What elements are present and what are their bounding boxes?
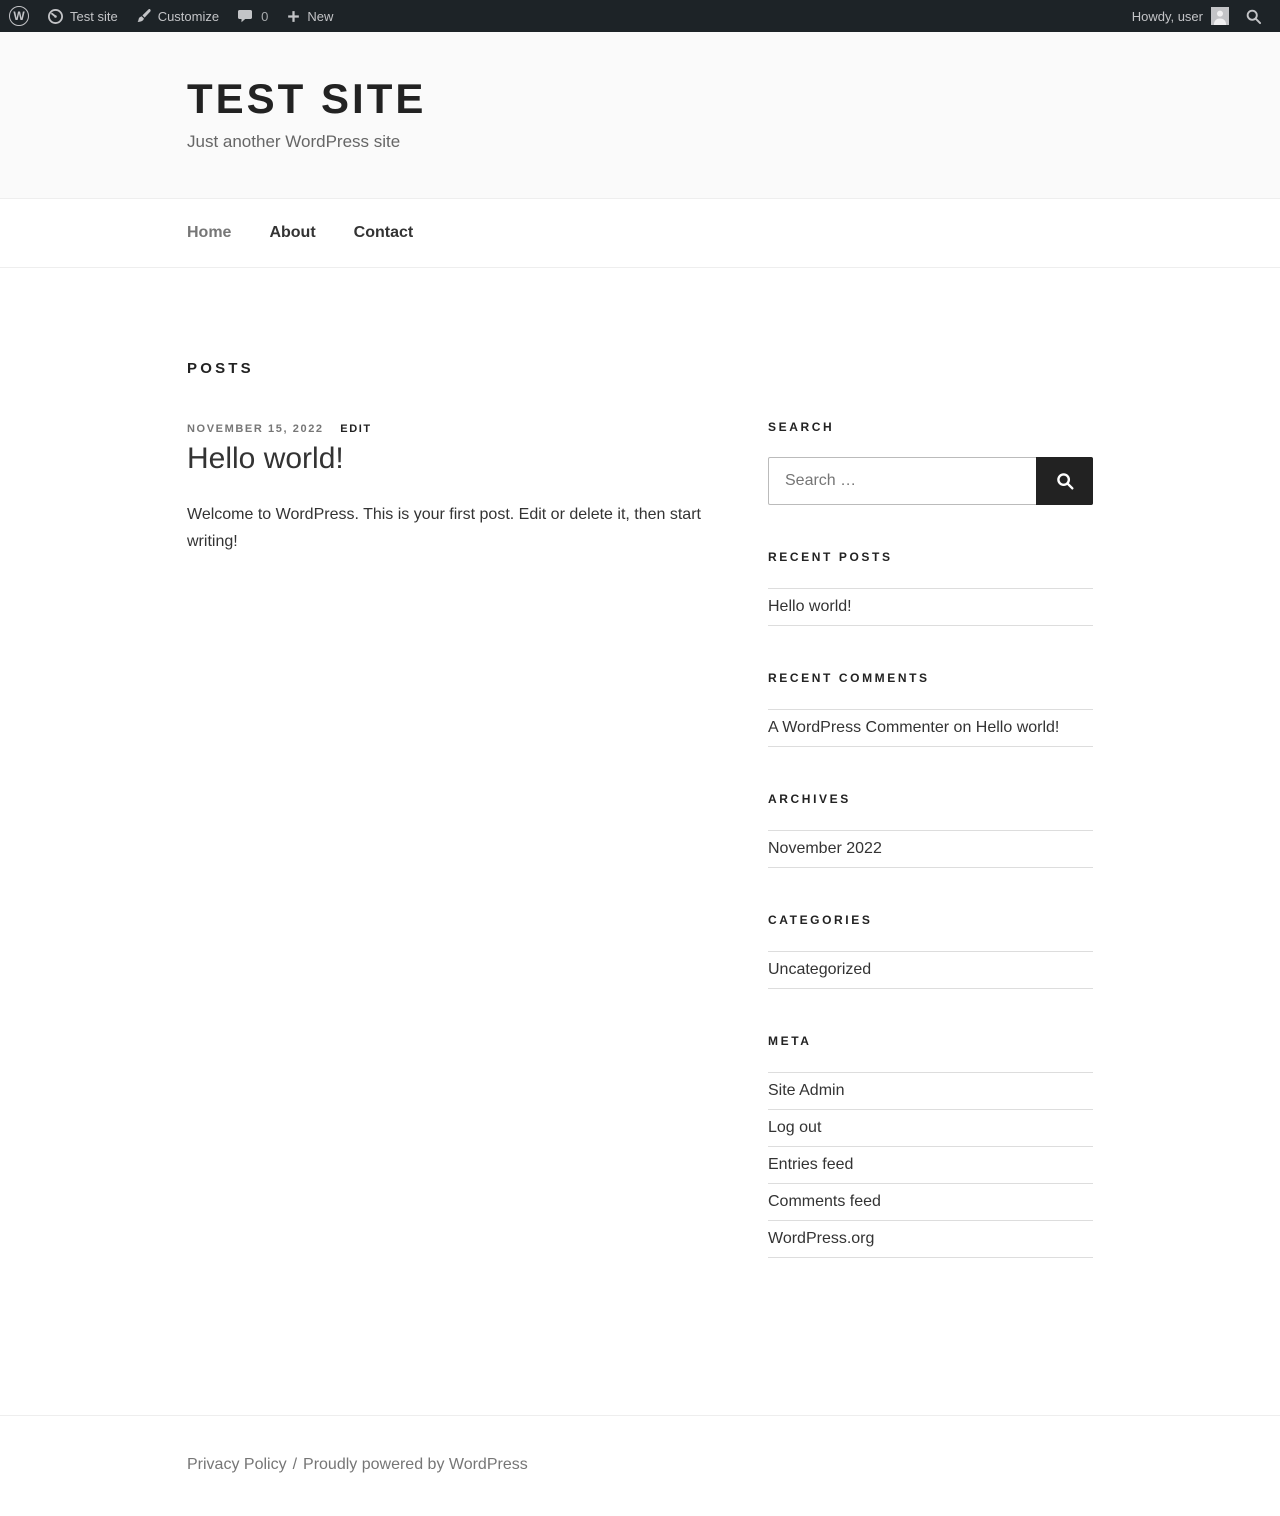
archive-item — [768, 831, 1093, 868]
main-column — [187, 360, 722, 1303]
recent-comment-item — [768, 710, 1093, 747]
archives-widget — [768, 792, 1093, 868]
gauge-icon — [47, 8, 64, 25]
post-article — [187, 423, 722, 555]
search-widget-title: SEARCH — [768, 420, 835, 434]
post-edit-link[interactable]: EDIT — [340, 423, 372, 435]
category-link[interactable]: Uncategorized — [768, 961, 872, 978]
account-menu[interactable] — [1124, 7, 1237, 25]
nav-item-home — [187, 224, 231, 242]
site-footer — [0, 1415, 1280, 1516]
site-header — [0, 32, 1280, 198]
search-icon — [1245, 8, 1262, 25]
new-label: New — [307, 8, 334, 24]
comment-post-link[interactable]: Hello world! — [975, 719, 1060, 736]
nav-link-contact[interactable]: Contact — [353, 224, 414, 241]
plus-icon — [286, 9, 301, 24]
nav-item-contact — [354, 224, 414, 242]
sidebar — [768, 420, 1093, 1303]
new-menu[interactable] — [277, 0, 342, 32]
meta-item — [768, 1184, 1093, 1221]
wordpress-logo-icon: W — [9, 6, 29, 26]
nav-item-about — [269, 224, 315, 242]
admin-bar-right — [1124, 0, 1270, 32]
search-submit-button[interactable] — [1036, 457, 1093, 505]
recent-post-item — [768, 589, 1093, 626]
site-tagline: Just another WordPress site — [187, 132, 401, 151]
howdy-label: Howdy, user — [1131, 8, 1203, 24]
site-name-label: Test site — [70, 8, 118, 24]
post-meta — [187, 423, 722, 435]
comment-connector: on — [949, 719, 976, 736]
page-title: POSTS — [187, 360, 254, 377]
admin-search-button[interactable] — [1237, 8, 1270, 25]
brush-icon — [136, 8, 152, 24]
recent-posts-title: RECENT POSTS — [768, 550, 893, 564]
customize-label: Customize — [157, 8, 220, 24]
avatar — [1211, 7, 1229, 25]
meta-item — [768, 1147, 1093, 1184]
recent-posts-widget — [768, 550, 1093, 626]
meta-title: META — [768, 1034, 812, 1048]
post-body: Welcome to WordPress. This is your first post. Edit or delete it, then start writing! — [187, 506, 701, 550]
archive-link[interactable]: November 2022 — [768, 840, 882, 857]
wordpress-org-link[interactable]: WordPress.org — [768, 1230, 875, 1247]
content-area — [187, 268, 1093, 1415]
meta-item — [768, 1221, 1093, 1258]
site-title[interactable]: TEST SITE — [187, 75, 427, 122]
main-navigation — [0, 198, 1280, 268]
post-date-link[interactable]: NOVEMBER 15, 2022 — [187, 423, 324, 435]
customize-menu[interactable] — [127, 0, 228, 32]
entries-feed-link[interactable]: Entries feed — [768, 1156, 854, 1173]
post-title-link[interactable]: Hello world! — [187, 442, 344, 475]
magnifier-icon — [1054, 470, 1076, 492]
meta-item — [768, 1110, 1093, 1147]
comment-count: 0 — [261, 8, 269, 24]
site-admin-link[interactable]: Site Admin — [768, 1082, 845, 1099]
recent-post-link[interactable]: Hello world! — [768, 598, 852, 615]
footer-separator: / — [292, 1456, 298, 1473]
comments-feed-link[interactable]: Comments feed — [768, 1193, 881, 1210]
log-out-link[interactable]: Log out — [768, 1119, 822, 1136]
categories-widget — [768, 913, 1093, 989]
privacy-policy-link[interactable]: Privacy Policy — [187, 1456, 287, 1473]
recent-comments-widget — [768, 671, 1093, 747]
search-widget — [768, 420, 1093, 505]
admin-bar — [0, 0, 1280, 32]
meta-widget — [768, 1034, 1093, 1258]
nav-link-about[interactable]: About — [269, 224, 316, 241]
comments-menu[interactable] — [228, 0, 277, 32]
meta-item — [768, 1073, 1093, 1110]
speech-bubble-icon — [237, 8, 253, 24]
powered-by-link[interactable]: Proudly powered by WordPress — [303, 1456, 528, 1473]
comment-author-link[interactable]: A WordPress Commenter — [768, 719, 950, 736]
nav-link-home[interactable]: Home — [187, 224, 232, 241]
wordpress-menu[interactable] — [0, 0, 38, 32]
categories-title: CATEGORIES — [768, 913, 873, 927]
archives-title: ARCHIVES — [768, 792, 851, 806]
site-name-menu[interactable] — [38, 0, 127, 32]
admin-bar-left — [0, 0, 342, 32]
search-form — [768, 457, 1093, 505]
category-item — [768, 952, 1093, 989]
recent-comments-title: RECENT COMMENTS — [768, 671, 930, 685]
footer-text — [187, 1456, 1093, 1474]
